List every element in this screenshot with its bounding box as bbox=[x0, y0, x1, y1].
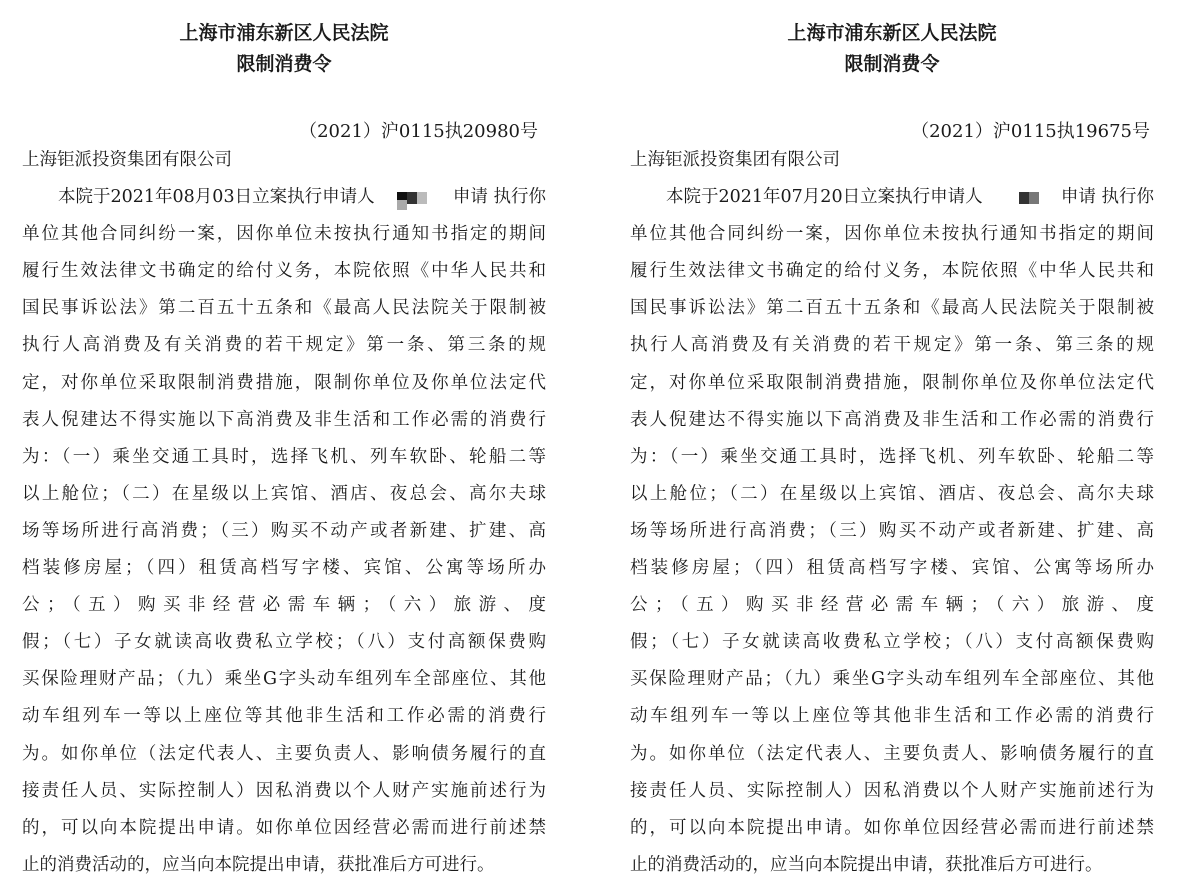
body-text-line: 履行生效法律文书确定的给付义务，本院依照《中华人民共和 bbox=[22, 261, 546, 282]
body-text-line: 公；（五）购买非经营必需车辆；（六）旅游、度 bbox=[22, 595, 546, 616]
first-paragraph-line bbox=[22, 184, 546, 210]
body-text-line: 单位其他合同纠纷一案，因你单位未按执行通知书指定的期间 bbox=[22, 224, 546, 245]
application-text: 申请 执行你 bbox=[452, 187, 546, 208]
document-type: 限制消费令 bbox=[844, 53, 940, 75]
body-text-line: 的，可以向本院提出申请。如你单位因经营必需而进行前述禁 bbox=[630, 817, 1154, 838]
case-number: （2021）沪0115执19675号 bbox=[911, 121, 1150, 142]
body-text-line: 的，可以向本院提出申请。如你单位因经营必需而进行前述禁 bbox=[22, 817, 546, 838]
body-text-line: 动车组列车一等以上座位等其他非生活和工作必需的消费行 bbox=[22, 706, 546, 727]
case-number: （2021）沪0115执20980号 bbox=[299, 121, 538, 142]
addressee: 上海钜派投资集团有限公司 bbox=[630, 150, 840, 170]
body-text-line: 买保险理财产品；（九）乘坐G字头动车组列车全部座位、其他 bbox=[630, 669, 1154, 690]
court-name: 上海市浦东新区人民法院 bbox=[787, 22, 997, 44]
body-text-line: 档装修房屋；（四）租赁高档写字楼、宾馆、公寓等场所办 bbox=[630, 558, 1154, 579]
body-text-line: 止的消费活动的，应当向本院提出申请，获批准后方可进行。 bbox=[22, 854, 495, 875]
body-text-line: 以上舱位；（二）在星级以上宾馆、酒店、夜总会、高尔夫球 bbox=[22, 483, 546, 504]
body-text-line: 国民事诉讼法》第二百五十五条和《最高人民法院关于限制被 bbox=[630, 298, 1154, 319]
redacted-applicant-name bbox=[1019, 184, 1045, 210]
filing-statement: 本院于2021年08月03日立案执行申请人 bbox=[58, 187, 375, 208]
order-body bbox=[22, 147, 546, 889]
body-text-line: 定，对你单位采取限制消费措施，限制你单位及你单位法定代 bbox=[22, 372, 546, 393]
application-text: 申请 执行你 bbox=[1060, 187, 1154, 208]
body-text-line: 为。如你单位（法定代表人、主要负责人、影响债务履行的直 bbox=[630, 743, 1154, 764]
addressee: 上海钜派投资集团有限公司 bbox=[22, 150, 232, 170]
document-type: 限制消费令 bbox=[236, 53, 332, 75]
body-text-line: 表人倪建达不得实施以下高消费及非生活和工作必需的消费行 bbox=[22, 409, 546, 430]
body-text-line: 场等场所进行高消费；（三）购买不动产或者新建、扩建、高 bbox=[22, 520, 546, 541]
filing-statement: 本院于2021年07月20日立案执行申请人 bbox=[666, 187, 983, 208]
redacted-applicant-name bbox=[395, 184, 433, 210]
body-text-line: 档装修房屋；（四）租赁高档写字楼、宾馆、公寓等场所办 bbox=[22, 558, 546, 579]
body-text-line: 假；（七）子女就读高收费私立学校；（八）支付高额保费购 bbox=[630, 632, 1154, 653]
body-text-line: 公；（五）购买非经营必需车辆；（六）旅游、度 bbox=[630, 595, 1154, 616]
body-text-line: 定，对你单位采取限制消费措施，限制你单位及你单位法定代 bbox=[630, 372, 1154, 393]
body-text-line: 为。如你单位（法定代表人、主要负责人、影响债务履行的直 bbox=[22, 743, 546, 764]
body-text-line: 接责任人员、实际控制人）因私消费以个人财产实施前述行为 bbox=[22, 780, 546, 801]
body-text-line: 履行生效法律文书确定的给付义务，本院依照《中华人民共和 bbox=[630, 261, 1154, 282]
body-text-line: 为：（一）乘坐交通工具时，选择飞机、列车软卧、轮船二等 bbox=[630, 446, 1154, 467]
body-text-line: 假；（七）子女就读高收费私立学校；（八）支付高额保费购 bbox=[22, 632, 546, 653]
body-text-line: 表人倪建达不得实施以下高消费及非生活和工作必需的消费行 bbox=[630, 409, 1154, 430]
body-text-line: 接责任人员、实际控制人）因私消费以个人财产实施前述行为 bbox=[630, 780, 1154, 801]
body-text-line: 买保险理财产品；（九）乘坐G字头动车组列车全部座位、其他 bbox=[22, 669, 546, 690]
order-body bbox=[630, 147, 1154, 889]
body-text-line: 动车组列车一等以上座位等其他非生活和工作必需的消费行 bbox=[630, 706, 1154, 727]
body-text-line: 止的消费活动的，应当向本院提出申请，获批准后方可进行。 bbox=[630, 854, 1103, 875]
first-paragraph-line bbox=[630, 184, 1154, 210]
body-text-line: 国民事诉讼法》第二百五十五条和《最高人民法院关于限制被 bbox=[22, 298, 546, 319]
body-text-line: 执行人高消费及有关消费的若干规定》第一条、第三条的规 bbox=[22, 335, 546, 356]
body-text-line: 为：（一）乘坐交通工具时，选择飞机、列车软卧、轮船二等 bbox=[22, 446, 546, 467]
court-name: 上海市浦东新区人民法院 bbox=[179, 22, 389, 44]
body-text-line: 执行人高消费及有关消费的若干规定》第一条、第三条的规 bbox=[630, 335, 1154, 356]
body-text-line: 以上舱位；（二）在星级以上宾馆、酒店、夜总会、高尔夫球 bbox=[630, 483, 1154, 504]
restriction-order-right bbox=[596, 0, 1192, 894]
body-text-line: 场等场所进行高消费；（三）购买不动产或者新建、扩建、高 bbox=[630, 520, 1154, 541]
body-text-line: 单位其他合同纠纷一案，因你单位未按执行通知书指定的期间 bbox=[630, 224, 1154, 245]
